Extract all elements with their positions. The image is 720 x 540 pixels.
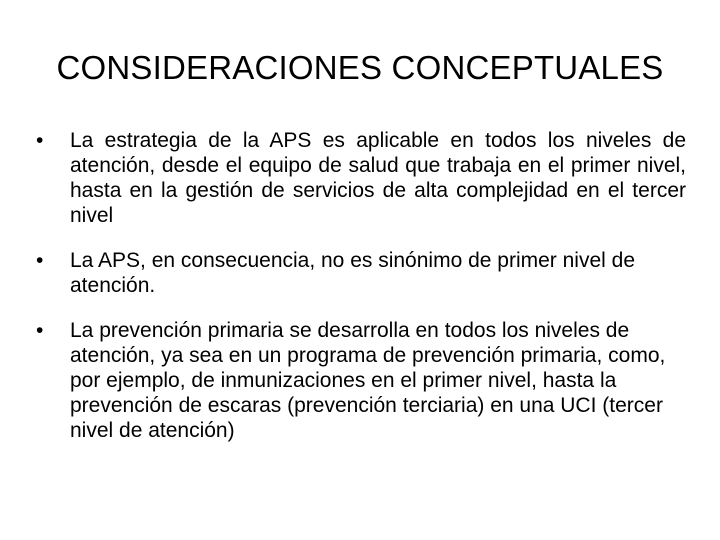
bullet-item — [36, 248, 686, 298]
bullet-point-icon: • — [36, 249, 44, 272]
bullet-text: La APS, en consecuencia, no es sinónimo de primer nivel de atención. — [70, 249, 636, 297]
bullet-text: La prevención primaria se desarrolla en todos los niveles de atención, ya sea en un programa de prevención primaria, como, por ejemplo, de inmunizaciones en el primer nivel, hasta la prevención de escaras (prevención terciaria) en una UCI (tercer nivel de atención) — [70, 319, 666, 442]
slide-title: CONSIDERACIONES CONCEPTUALES — [56, 49, 664, 86]
bullet-list — [36, 128, 686, 463]
bullet-point-icon: • — [36, 129, 44, 152]
bullet-item — [36, 318, 686, 443]
bullet-point-icon: • — [36, 319, 44, 342]
bullet-text: La estrategia de la APS es aplicable en todos los niveles de atención, desde el equipo de salud que trabaja en el primer nivel, hasta en la gestión de servicios de alta complejidad en el tercer nivel — [70, 129, 686, 227]
bullet-item — [36, 128, 686, 228]
